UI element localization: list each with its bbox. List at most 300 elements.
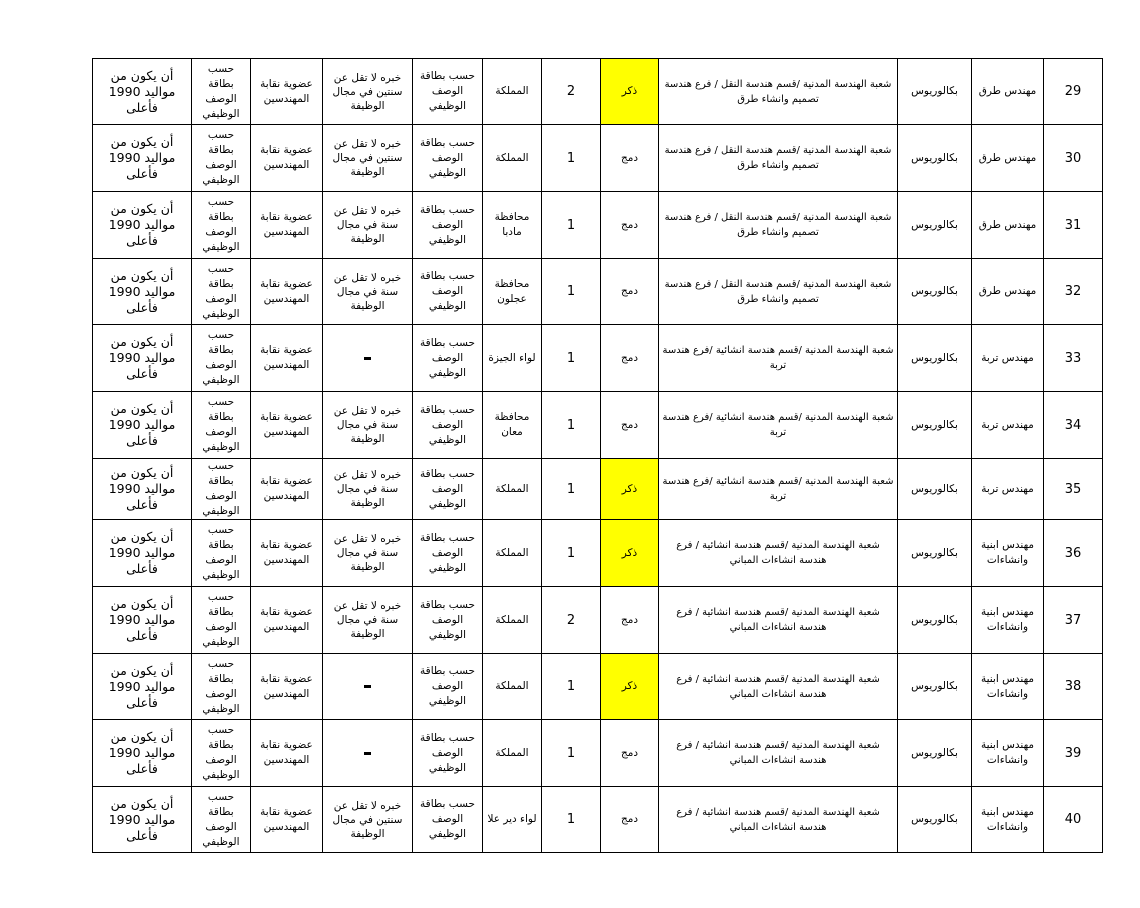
experience-cell xyxy=(323,459,413,520)
experience-cell xyxy=(323,654,413,720)
location-text: محافظة عجلون xyxy=(494,277,530,305)
age-condition-cell xyxy=(93,787,192,853)
table-row xyxy=(93,325,1103,392)
other-requirements-text: حسب بطاقة الوصف الوظيفي xyxy=(202,657,240,715)
degree-text: بكالوريوس xyxy=(911,680,958,692)
job-title-text: مهندس تربة xyxy=(981,482,1034,495)
job-card-cell xyxy=(413,520,483,587)
job-card-cell xyxy=(413,125,483,192)
row-number-cell xyxy=(1044,325,1103,392)
row-number-cell xyxy=(1044,459,1103,520)
location-cell xyxy=(483,520,542,587)
degree-text: بكالوريوس xyxy=(911,482,958,495)
job-title-text: مهندس طرق xyxy=(978,151,1037,164)
job-title-text: مهندس طرق xyxy=(978,85,1037,97)
job-card-cell xyxy=(413,392,483,459)
vacancy-count-text: 1 xyxy=(566,545,576,561)
membership-cell xyxy=(251,59,323,125)
row-number-cell xyxy=(1044,192,1103,259)
age-condition-text: أن يكون من مواليد 1990 فأعلى xyxy=(108,334,176,381)
experience-text: خبره لا تقل عن سنتين في مجال الوظيفة xyxy=(332,71,403,112)
gender-text: دمج xyxy=(620,151,639,164)
location-cell xyxy=(483,392,542,459)
degree-cell xyxy=(898,520,972,587)
specialization-cell xyxy=(659,59,898,125)
row-number-text: 36 xyxy=(1064,545,1082,561)
job-title-cell xyxy=(972,325,1044,392)
vacancy-count-text: 1 xyxy=(566,812,576,827)
dash-mark xyxy=(364,685,371,688)
location-text: المملكة xyxy=(495,680,529,692)
age-condition-text: أن يكون من مواليد 1990 فأعلى xyxy=(108,201,176,248)
row-number-text: 33 xyxy=(1064,350,1082,366)
job-card-text: حسب بطاقة الوصف الوظيفي xyxy=(420,203,475,246)
job-title-cell xyxy=(972,59,1044,125)
job-title-text: مهندس تربة xyxy=(981,351,1034,364)
membership-text: عضوية نقابة المهندسين xyxy=(260,344,313,371)
gender-cell xyxy=(601,325,659,392)
age-condition-cell xyxy=(93,325,192,392)
age-condition-cell xyxy=(93,59,192,125)
gender-cell xyxy=(601,192,659,259)
job-title-cell xyxy=(972,125,1044,192)
job-card-text: حسب بطاقة الوصف الوظيفي xyxy=(420,598,475,641)
gender-text: دمج xyxy=(620,746,639,759)
specialization-cell xyxy=(659,125,898,192)
degree-cell xyxy=(898,459,972,520)
gender-cell xyxy=(601,654,659,720)
degree-text: بكالوريوس xyxy=(911,746,958,759)
other-requirements-cell xyxy=(192,392,251,459)
location-text: المملكة xyxy=(495,613,529,626)
job-card-text: حسب بطاقة الوصف الوظيفي xyxy=(420,136,475,179)
gender-text: دمج xyxy=(620,613,639,626)
specialization-cell xyxy=(659,587,898,654)
other-requirements-cell xyxy=(192,459,251,520)
row-number-text: 30 xyxy=(1064,150,1082,166)
membership-text: عضوية نقابة المهندسين xyxy=(260,411,313,438)
gender-text: ذكر xyxy=(621,546,638,559)
gender-text: دمج xyxy=(620,813,639,825)
degree-text: بكالوريوس xyxy=(911,546,958,559)
vacancy-count-text: 2 xyxy=(566,612,576,628)
vacancy-count-cell xyxy=(542,392,601,459)
job-card-text: حسب بطاقة الوصف الوظيفي xyxy=(420,336,475,379)
vacancy-count-cell xyxy=(542,259,601,325)
job-title-text: مهندس ابنية وانشاءات xyxy=(980,672,1035,700)
age-condition-text: أن يكون من مواليد 1990 فأعلى xyxy=(108,401,176,448)
vacancy-count-text: 1 xyxy=(566,481,576,497)
vacancy-count-text: 1 xyxy=(566,150,576,166)
degree-cell xyxy=(898,125,972,192)
row-number-text: 35 xyxy=(1064,481,1082,497)
gender-cell xyxy=(601,720,659,787)
membership-text: عضوية نقابة المهندسين xyxy=(260,805,313,833)
degree-cell xyxy=(898,325,972,392)
row-number-cell xyxy=(1044,654,1103,720)
job-card-text: حسب بطاقة الوصف الوظيفي xyxy=(420,531,475,574)
gender-cell xyxy=(601,587,659,654)
other-requirements-cell xyxy=(192,125,251,192)
age-condition-cell xyxy=(93,459,192,520)
job-title-cell xyxy=(972,192,1044,259)
job-title-cell xyxy=(972,654,1044,720)
gender-cell xyxy=(601,259,659,325)
degree-cell xyxy=(898,654,972,720)
experience-text: خبره لا تقل عن سنة في مجال الوظيفة xyxy=(333,533,402,573)
table-row xyxy=(93,392,1103,459)
experience-text: خبره لا تقل عن سنة في مجال الوظيفة xyxy=(333,405,402,445)
table-row xyxy=(93,720,1103,787)
age-condition-cell xyxy=(93,392,192,459)
other-requirements-cell xyxy=(192,259,251,325)
row-number-text: 37 xyxy=(1064,612,1082,628)
membership-cell xyxy=(251,325,323,392)
job-card-cell xyxy=(413,259,483,325)
table-body xyxy=(93,59,1103,853)
specialization-cell xyxy=(659,459,898,520)
membership-text: عضوية نقابة المهندسين xyxy=(260,475,313,502)
row-number-text: 40 xyxy=(1064,812,1082,827)
row-number-cell xyxy=(1044,259,1103,325)
job-card-cell xyxy=(413,192,483,259)
location-text: المملكة xyxy=(495,746,529,759)
other-requirements-cell xyxy=(192,587,251,654)
table-row xyxy=(93,59,1103,125)
other-requirements-cell xyxy=(192,787,251,853)
job-title-cell xyxy=(972,587,1044,654)
location-cell xyxy=(483,459,542,520)
location-text: المملكة xyxy=(495,85,529,97)
other-requirements-text: حسب بطاقة الوصف الوظيفي xyxy=(202,460,240,517)
age-condition-text: أن يكون من مواليد 1990 فأعلى xyxy=(108,67,176,115)
membership-text: عضوية نقابة المهندسين xyxy=(260,672,313,700)
job-card-cell xyxy=(413,59,483,125)
specialization-text: شعبة الهندسة المدنية /قسم هندسة النقل / فرع هندسة تصميم وانشاء طرق xyxy=(664,78,892,105)
experience-text: خبره لا تقل عن سنتين في مجال الوظيفة xyxy=(332,138,403,178)
row-number-cell xyxy=(1044,787,1103,853)
other-requirements-cell xyxy=(192,520,251,587)
degree-text: بكالوريوس xyxy=(911,151,958,164)
age-condition-text: أن يكون من مواليد 1990 فأعلى xyxy=(108,795,176,843)
specialization-text: شعبة الهندسة المدنية /قسم هندسة انشائية / فرع هندسة انشاءات المباني xyxy=(676,607,880,633)
membership-cell xyxy=(251,787,323,853)
membership-cell xyxy=(251,392,323,459)
age-condition-text: أن يكون من مواليد 1990 فأعلى xyxy=(108,729,176,776)
specialization-text: شعبة الهندسة المدنية /قسم هندسة النقل / فرع هندسة تصميم وانشاء طرق xyxy=(664,278,892,305)
vacancy-count-text: 2 xyxy=(566,84,576,99)
other-requirements-text: حسب بطاقة الوصف الوظيفي xyxy=(202,790,240,848)
gender-text: ذكر xyxy=(621,85,638,97)
table-row xyxy=(93,459,1103,520)
gender-cell xyxy=(601,125,659,192)
experience-text: خبره لا تقل عن سنتين في مجال الوظيفة xyxy=(332,799,403,840)
specialization-cell xyxy=(659,325,898,392)
row-number-text: 29 xyxy=(1064,84,1082,99)
location-cell xyxy=(483,720,542,787)
membership-cell xyxy=(251,259,323,325)
location-cell xyxy=(483,59,542,125)
experience-text: خبره لا تقل عن سنة في مجال الوظيفة xyxy=(333,271,402,312)
degree-cell xyxy=(898,59,972,125)
location-cell xyxy=(483,125,542,192)
location-text: لواء دير علا xyxy=(487,813,537,825)
vacancy-count-text: 1 xyxy=(566,217,576,233)
membership-text: عضوية نقابة المهندسين xyxy=(260,144,313,171)
other-requirements-cell xyxy=(192,192,251,259)
degree-cell xyxy=(898,587,972,654)
age-condition-text: أن يكون من مواليد 1990 فأعلى xyxy=(108,596,176,643)
membership-cell xyxy=(251,520,323,587)
gender-text: ذكر xyxy=(621,680,638,692)
membership-text: عضوية نقابة المهندسين xyxy=(260,277,313,305)
job-card-cell xyxy=(413,787,483,853)
row-number-text: 34 xyxy=(1064,417,1082,433)
age-condition-cell xyxy=(93,587,192,654)
job-card-text: حسب بطاقة الوصف الوظيفي xyxy=(420,270,475,312)
table-row xyxy=(93,520,1103,587)
job-title-cell xyxy=(972,259,1044,325)
specialization-text: شعبة الهندسة المدنية /قسم هندسة انشائية / فرع هندسة انشاءات المباني xyxy=(676,740,880,766)
age-condition-cell xyxy=(93,520,192,587)
other-requirements-text: حسب بطاقة الوصف الوظيفي xyxy=(202,196,240,253)
table-row xyxy=(93,259,1103,325)
membership-cell xyxy=(251,459,323,520)
location-text: محافظة معان xyxy=(494,411,530,438)
job-title-cell xyxy=(972,787,1044,853)
location-cell xyxy=(483,787,542,853)
vacancy-count-cell xyxy=(542,59,601,125)
specialization-text: شعبة الهندسة المدنية /قسم هندسة النقل / فرع هندسة تصميم وانشاء طرق xyxy=(664,145,892,171)
job-card-text: حسب بطاقة الوصف الوظيفي xyxy=(420,731,475,774)
specialization-cell xyxy=(659,259,898,325)
age-condition-cell xyxy=(93,125,192,192)
degree-text: بكالوريوس xyxy=(911,613,958,626)
job-title-cell xyxy=(972,520,1044,587)
job-title-cell xyxy=(972,392,1044,459)
other-requirements-text: حسب بطاقة الوصف الوظيفي xyxy=(202,262,240,320)
specialization-text: شعبة الهندسة المدنية /قسم هندسة انشائية / فرع هندسة انشاءات المباني xyxy=(676,540,880,566)
other-requirements-text: حسب بطاقة الوصف الوظيفي xyxy=(202,329,240,386)
experience-text: خبره لا تقل عن سنة في مجال الوظيفة xyxy=(333,600,402,640)
dash-mark xyxy=(364,752,371,755)
membership-cell xyxy=(251,720,323,787)
experience-cell xyxy=(323,59,413,125)
table-row xyxy=(93,192,1103,259)
job-title-text: مهندس تربة xyxy=(981,418,1034,431)
specialization-text: شعبة الهندسة المدنية /قسم هندسة انشائية / فرع هندسة انشاءات المباني xyxy=(676,806,880,833)
other-requirements-text: حسب بطاقة الوصف الوظيفي xyxy=(202,591,240,648)
membership-text: عضوية نقابة المهندسين xyxy=(260,539,313,566)
gender-cell xyxy=(601,59,659,125)
location-cell xyxy=(483,654,542,720)
other-requirements-cell xyxy=(192,59,251,125)
vacancy-count-cell xyxy=(542,325,601,392)
job-title-text: مهندس طرق xyxy=(978,218,1037,231)
specialization-text: شعبة الهندسة المدنية /قسم هندسة انشائية / فرع هندسة انشاءات المباني xyxy=(676,673,880,700)
specialization-text: شعبة الهندسة المدنية /قسم هندسة انشائية /فرع هندسة تربة xyxy=(662,345,894,371)
degree-text: بكالوريوس xyxy=(911,418,958,431)
degree-cell xyxy=(898,392,972,459)
specialization-cell xyxy=(659,787,898,853)
job-card-text: حسب بطاقة الوصف الوظيفي xyxy=(420,467,475,510)
vacancy-count-text: 1 xyxy=(566,745,576,761)
location-text: لواء الجيزة xyxy=(488,351,536,364)
jobs-table xyxy=(92,58,1103,853)
gender-text: دمج xyxy=(620,218,639,231)
vacancy-count-cell xyxy=(542,125,601,192)
other-requirements-text: حسب بطاقة الوصف الوظيفي xyxy=(202,129,240,186)
age-condition-text: أن يكون من مواليد 1990 فأعلى xyxy=(108,662,176,710)
row-number-cell xyxy=(1044,520,1103,587)
vacancy-count-cell xyxy=(542,654,601,720)
age-condition-cell xyxy=(93,654,192,720)
other-requirements-cell xyxy=(192,720,251,787)
gender-text: دمج xyxy=(620,418,639,431)
job-card-text: حسب بطاقة الوصف الوظيفي xyxy=(420,665,475,707)
job-title-text: مهندس ابنية وانشاءات xyxy=(980,606,1035,633)
gender-cell xyxy=(601,520,659,587)
location-text: محافظة مادبا xyxy=(494,211,530,238)
gender-cell xyxy=(601,787,659,853)
gender-cell xyxy=(601,392,659,459)
row-number-cell xyxy=(1044,587,1103,654)
location-text: المملكة xyxy=(495,482,529,495)
location-cell xyxy=(483,325,542,392)
other-requirements-cell xyxy=(192,325,251,392)
age-condition-cell xyxy=(93,259,192,325)
job-card-cell xyxy=(413,654,483,720)
membership-text: عضوية نقابة المهندسين xyxy=(260,211,313,238)
specialization-text: شعبة الهندسة المدنية /قسم هندسة النقل / فرع هندسة تصميم وانشاء طرق xyxy=(664,212,892,238)
experience-cell xyxy=(323,720,413,787)
other-requirements-text: حسب بطاقة الوصف الوظيفي xyxy=(202,524,240,581)
location-text: المملكة xyxy=(495,151,529,164)
degree-cell xyxy=(898,192,972,259)
other-requirements-text: حسب بطاقة الوصف الوظيفي xyxy=(202,724,240,781)
membership-cell xyxy=(251,125,323,192)
job-card-text: حسب بطاقة الوصف الوظيفي xyxy=(420,70,475,112)
specialization-text: شعبة الهندسة المدنية /قسم هندسة انشائية /فرع هندسة تربة xyxy=(662,476,894,502)
specialization-text: شعبة الهندسة المدنية /قسم هندسة انشائية /فرع هندسة تربة xyxy=(662,412,894,438)
vacancy-count-text: 1 xyxy=(566,679,576,694)
row-number-cell xyxy=(1044,59,1103,125)
location-cell xyxy=(483,192,542,259)
specialization-cell xyxy=(659,654,898,720)
membership-cell xyxy=(251,654,323,720)
degree-text: بكالوريوس xyxy=(911,351,958,364)
experience-cell xyxy=(323,787,413,853)
row-number-cell xyxy=(1044,125,1103,192)
vacancy-count-cell xyxy=(542,520,601,587)
experience-cell xyxy=(323,392,413,459)
job-card-cell xyxy=(413,459,483,520)
vacancy-count-cell xyxy=(542,587,601,654)
membership-text: عضوية نقابة المهندسين xyxy=(260,739,313,766)
membership-cell xyxy=(251,192,323,259)
age-condition-text: أن يكون من مواليد 1990 فأعلى xyxy=(108,134,176,181)
other-requirements-text: حسب بطاقة الوصف الوظيفي xyxy=(202,396,240,453)
location-cell xyxy=(483,587,542,654)
job-title-cell xyxy=(972,459,1044,520)
specialization-cell xyxy=(659,520,898,587)
location-cell xyxy=(483,259,542,325)
specialization-cell xyxy=(659,392,898,459)
job-title-text: مهندس طرق xyxy=(978,285,1037,297)
job-title-text: مهندس ابنية وانشاءات xyxy=(980,805,1035,833)
experience-cell xyxy=(323,325,413,392)
age-condition-text: أن يكون من مواليد 1990 فأعلى xyxy=(108,267,176,315)
specialization-cell xyxy=(659,192,898,259)
job-card-cell xyxy=(413,587,483,654)
age-condition-text: أن يكون من مواليد 1990 فأعلى xyxy=(108,529,176,576)
vacancy-count-text: 1 xyxy=(566,284,576,299)
degree-cell xyxy=(898,259,972,325)
vacancy-count-cell xyxy=(542,459,601,520)
vacancy-count-cell xyxy=(542,192,601,259)
experience-cell xyxy=(323,125,413,192)
table-row xyxy=(93,125,1103,192)
table-row xyxy=(93,654,1103,720)
job-card-text: حسب بطاقة الوصف الوظيفي xyxy=(420,403,475,446)
experience-cell xyxy=(323,192,413,259)
age-condition-text: أن يكون من مواليد 1990 فأعلى xyxy=(108,465,176,512)
row-number-cell xyxy=(1044,720,1103,787)
degree-text: بكالوريوس xyxy=(911,285,958,297)
degree-cell xyxy=(898,787,972,853)
membership-text: عضوية نقابة المهندسين xyxy=(260,77,313,105)
degree-text: بكالوريوس xyxy=(911,85,958,97)
location-text: المملكة xyxy=(495,546,529,559)
membership-cell xyxy=(251,587,323,654)
vacancy-count-text: 1 xyxy=(566,417,576,433)
table-row xyxy=(93,587,1103,654)
experience-cell xyxy=(323,520,413,587)
experience-cell xyxy=(323,259,413,325)
gender-text: دمج xyxy=(620,285,639,297)
job-title-text: مهندس ابنية وانشاءات xyxy=(980,539,1035,566)
vacancy-count-text: 1 xyxy=(566,350,576,366)
other-requirements-text: حسب بطاقة الوصف الوظيفي xyxy=(202,62,240,120)
age-condition-cell xyxy=(93,720,192,787)
experience-cell xyxy=(323,587,413,654)
degree-text: بكالوريوس xyxy=(911,813,958,825)
row-number-cell xyxy=(1044,392,1103,459)
row-number-text: 31 xyxy=(1064,217,1082,233)
row-number-text: 32 xyxy=(1064,284,1082,299)
gender-text: دمج xyxy=(620,351,639,364)
experience-text: خبره لا تقل عن سنة في مجال الوظيفة xyxy=(333,205,402,245)
specialization-cell xyxy=(659,720,898,787)
job-card-cell xyxy=(413,720,483,787)
job-card-text: حسب بطاقة الوصف الوظيفي xyxy=(420,798,475,840)
dash-mark xyxy=(364,357,371,360)
table-row xyxy=(93,787,1103,853)
job-title-text: مهندس ابنية وانشاءات xyxy=(980,739,1035,766)
row-number-text: 38 xyxy=(1064,679,1082,694)
job-title-cell xyxy=(972,720,1044,787)
degree-text: بكالوريوس xyxy=(911,218,958,231)
gender-cell xyxy=(601,459,659,520)
experience-text: خبره لا تقل عن سنة في مجال الوظيفة xyxy=(333,469,402,509)
gender-text: ذكر xyxy=(621,482,638,495)
degree-cell xyxy=(898,720,972,787)
job-card-cell xyxy=(413,325,483,392)
other-requirements-cell xyxy=(192,654,251,720)
membership-text: عضوية نقابة المهندسين xyxy=(260,606,313,633)
vacancy-count-cell xyxy=(542,787,601,853)
vacancy-count-cell xyxy=(542,720,601,787)
